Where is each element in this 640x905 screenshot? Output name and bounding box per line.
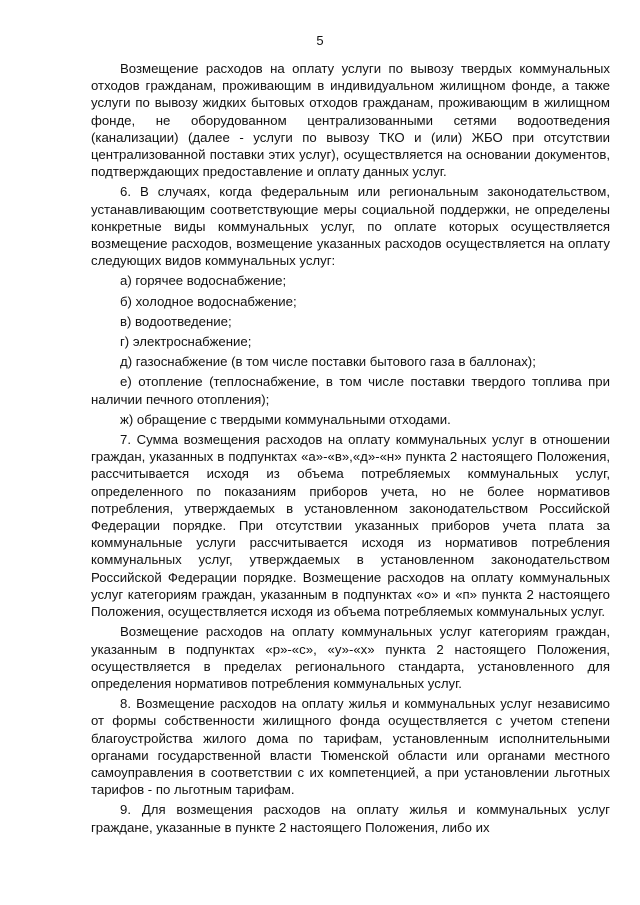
list-item-e: е) отопление (теплоснабжение, в том числе поставки твердого топлива при наличии печного отопления); [91,374,610,407]
paragraph-tko-reimbursement: Возмещение расходов на оплату услуги по вывозу твердых коммунальных отходов гражданам, проживающим в индивидуальном жилищном фонде, а также услуги по вывозу жидких бытовых отходов гражданам, проживающим в жилищном фонде, не оборудованном централизованными сетями водоотведения (канализации) (далее - услуги по вывозу ТКО и (или) ЖБО при отсутствии централизованной поставки этих услуг), осуществляется на основании документов, подтверждающих предоставление и оплату данных услуг. [91,61,610,180]
list-item-g: г) электроснабжение; [120,334,252,350]
list-item-v: в) водоотведение; [120,313,232,329]
paragraph-7-continued: Возмещение расходов на оплату коммунальных услуг категориям граждан, указанным в подпунктах «р»-«с», «у»-«х» пункта 2 настоящего Положения, осуществляется в пределах регионального стандарта, установленного для определения нормативов потребления коммунальных услуг. [91,624,610,691]
list-item-a: а) горячее водоснабжение; [120,273,287,289]
paragraph-9: 9. Для возмещения расходов на оплату жилья и коммунальных услуг граждане, указанные в пункте 2 настоящего Положения, либо их [91,802,610,835]
list-item-zh: ж) обращение с твердыми коммунальными отходами. [120,411,451,427]
paragraph-7: 7. Сумма возмещения расходов на оплату коммунальных услуг в отношении граждан, указанных в подпунктах «а»-«в»,«д»-«н» пункта 2 настоящего Положения, рассчитывается исходя из объема потребляемых коммунальных услуг, определенного по показаниям приборов учета, но не более нормативов потребления, утверждаемых в установленном законодательством Российской Федерации порядке. При отсутствии указанных приборов учета плата за коммунальные услуги рассчитывается исходя из нормативов потребления коммунальных услуг, утверждаемых в установленном законодательством Российской Федерации порядке. Возмещение расходов на оплату коммунальных услуг категориям граждан, указанным в подпунктах «о» и «п» пункта 2 настоящего Положения, осуществляется исходя из объема потребляемых коммунальных услуг. [91,432,610,620]
list-item-d: д) газоснабжение (в том числе поставки бытового газа в баллонах); [120,354,536,370]
paragraph-6: 6. В случаях, когда федеральным или региональным законодательством, устанавливающим соответствующие меры социальной поддержки, не определены конкретные виды коммунальных услуг, по оплате которых осуществляется возмещение расходов, возмещение указанных расходов осуществляется на оплату следующих видов коммунальных услуг: [91,184,610,269]
page-number: 5 [316,33,324,48]
paragraph-8: 8. Возмещение расходов на оплату жилья и коммунальных услуг независимо от формы собственности жилищного фонда осуществляется с учетом степени благоустройства жилого дома по тарифам, установленным исполнительными органами государственной власти Тюменской области или органами местного самоуправления в соответствии с их компетенцией, а при установлении льготных тарифов - по льготным тарифам. [91,696,610,798]
list-item-b: б) холодное водоснабжение; [120,293,297,309]
document-body [91,60,610,836]
